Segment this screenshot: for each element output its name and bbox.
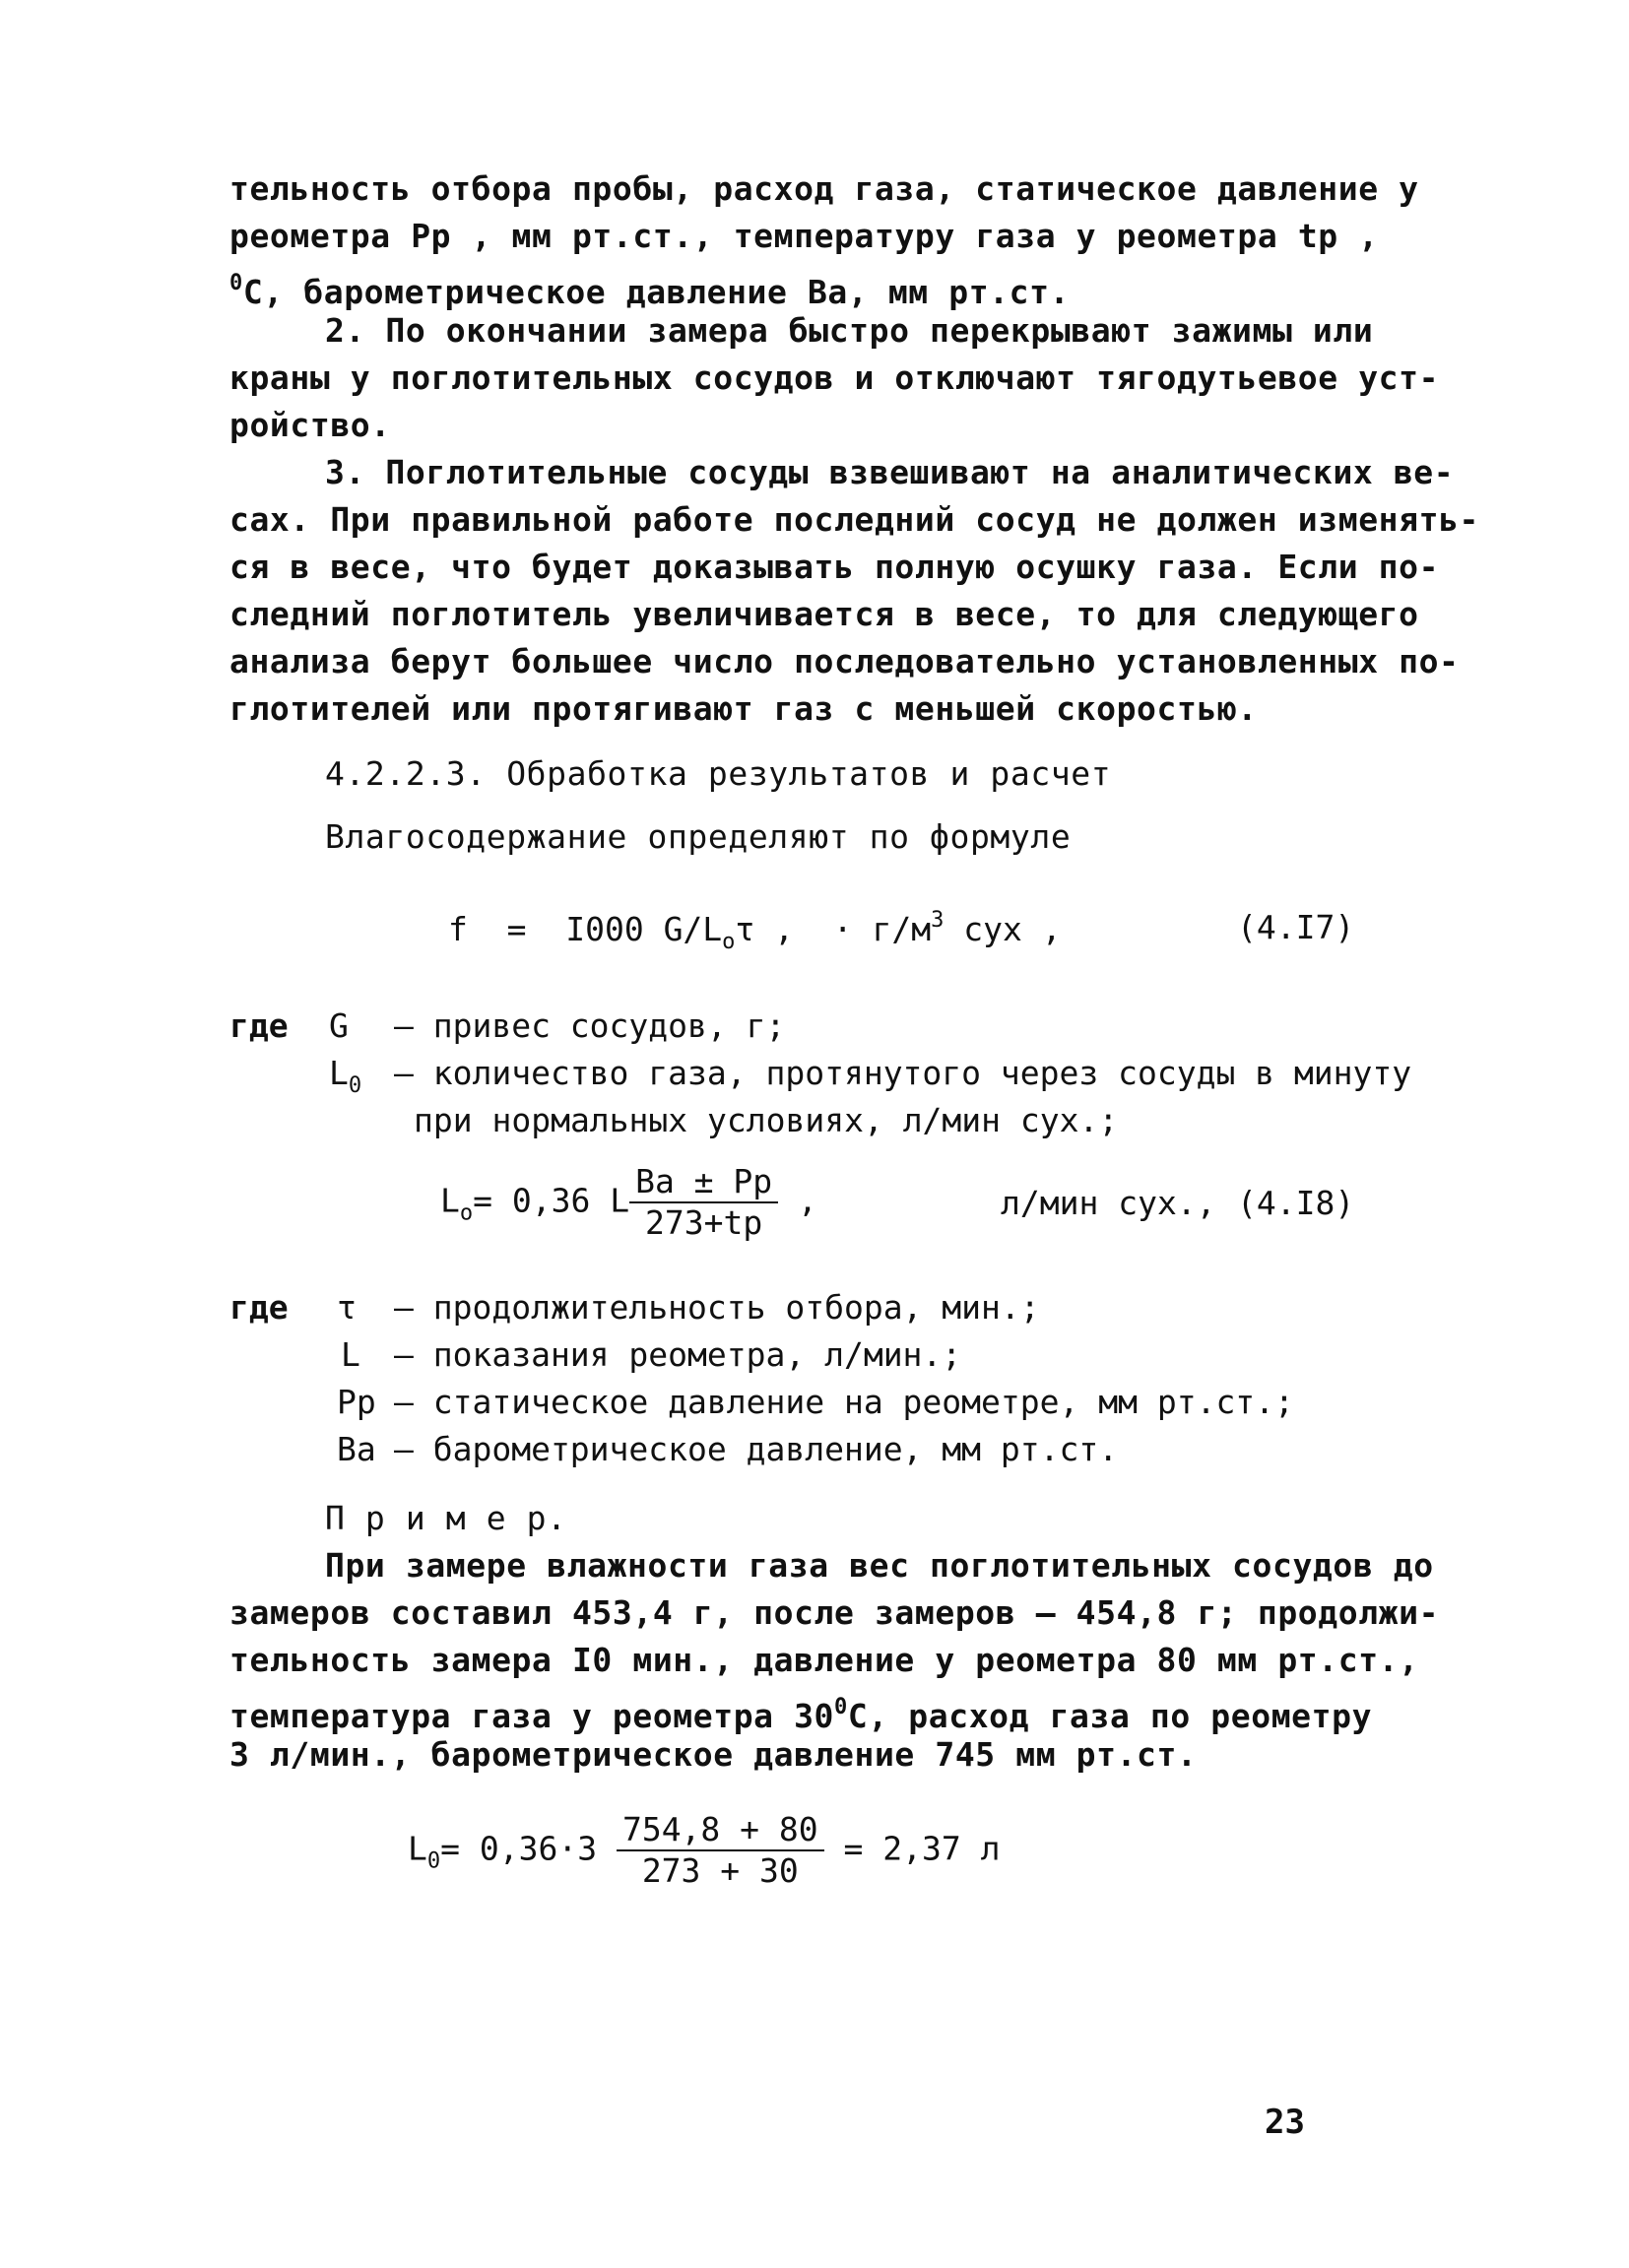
symbol-l0-main: L (329, 1054, 349, 1092)
definition-text: – количество газа, протянутого через сосуды в минуту (394, 1054, 1412, 1092)
text-fragment: , мм рт.ст., температуру газа у реометра (451, 217, 1298, 255)
where-label: где (229, 1288, 289, 1327)
formula-result: = 2,37 л (843, 1829, 1001, 1868)
text-fragment: температура газа у реометра 30 (229, 1697, 835, 1735)
symbol-tau: τ (337, 1288, 357, 1327)
formula-units: л/мин сух., (1001, 1184, 1216, 1222)
symbol-tp: tp (1297, 217, 1338, 255)
formula-units-tail: сух , (944, 910, 1062, 948)
symbol-pp: Pp (337, 1383, 376, 1421)
text-line: анализа берут большее число последовательно установленных по- (229, 642, 1460, 680)
formula-fraction (617, 1810, 824, 1891)
definition-text: при нормальных условиях, л/мин сух.; (414, 1101, 1119, 1139)
text-line: Влагосодержание определяют по формуле (325, 817, 1072, 856)
fraction-denominator: 273+tp (645, 1203, 763, 1242)
formula-units: г/м (872, 910, 932, 948)
text-line: ся в весе, что будет доказывать полную осушку газа. Если по- (229, 548, 1440, 586)
formula-lhs: L (440, 1181, 460, 1220)
formula-sub: o (722, 930, 736, 954)
text-line: 3. Поглотительные сосуды взвешивают на аналитических ве- (325, 453, 1455, 491)
text-line: При замере влажности газа вес поглотительных сосудов до (325, 1546, 1434, 1585)
formula-lhs-sub: o (459, 1200, 474, 1226)
text-line: тельность замера I0 мин., давление у реометра 80 мм рт.ст., (229, 1641, 1419, 1679)
degree-sup: 0 (229, 271, 243, 295)
page-number: 23 (1265, 2103, 1305, 2142)
definition-text: – показания реометра, л/мин.; (394, 1335, 962, 1374)
formula-l0 (440, 1162, 817, 1243)
formula-comma: , (798, 1181, 817, 1220)
formula-rhs: = I000 G/L (506, 910, 723, 948)
formula-lhs-sub: 0 (426, 1848, 441, 1874)
text-line: следний поглотитель увеличивается в весе, то для следующего (229, 595, 1419, 633)
equation-number: (4.I7) (1237, 908, 1355, 946)
symbol-pp: Pp (411, 217, 452, 255)
text-line (229, 213, 1379, 260)
formula-moisture: f = I000 $G/L_o\tau$ , · $г/м^3$ сух , (448, 908, 1062, 954)
definition-text: – продолжительность отбора, мин.; (394, 1288, 1040, 1327)
symbol-g: G (329, 1006, 349, 1045)
fraction-numerator: Ba ± Pp (629, 1162, 778, 1203)
fraction-denominator: 273 + 30 (641, 1851, 799, 1890)
text-fragment: реометра (229, 217, 412, 255)
text-line: 2. По окончании замера быстро перекрывают зажимы или (325, 311, 1374, 350)
formula-fraction (629, 1162, 778, 1243)
text-line: глотителей или протягивают газ с меньшей скоростью. (229, 689, 1258, 728)
fraction-numerator: 754,8 + 80 (617, 1810, 824, 1851)
text-line: ройство. (229, 406, 391, 444)
symbol-ba: Ba (337, 1430, 376, 1468)
text-fragment: С, барометрическое давление Ва, мм рт.ст. (242, 273, 1071, 311)
formula-lhs: f (448, 910, 468, 948)
formula-tau: τ , (735, 910, 795, 948)
formula-lhs: L (408, 1829, 427, 1868)
text-fragment: , (1337, 217, 1379, 255)
formula-eq: = 0,36·3 (440, 1829, 598, 1868)
definition-text: – статическое давление на реометре, мм рт.ст.; (394, 1383, 1294, 1421)
text-line: сах. При правильной работе последний сосуд не должен изменять- (229, 500, 1479, 539)
symbol-l0 (329, 1054, 361, 1098)
where-label: где (229, 1006, 289, 1045)
formula-units-sup: 3 (931, 908, 945, 933)
text-fragment: С, расход газа по реометру (847, 1697, 1373, 1735)
text-line: замеров составил 453,4 г, после замеров – 454,8 г; продолжи- (229, 1593, 1440, 1632)
formula-eq: = 0,36 L (473, 1181, 630, 1220)
text-line: 3 л/мин., барометрическое давление 745 мм рт.ст. (229, 1735, 1198, 1774)
equation-number: (4.I8) (1237, 1184, 1355, 1222)
symbol-l0-sub: 0 (348, 1073, 362, 1098)
example-title: П р и м е р. (325, 1499, 567, 1537)
definition-text: – привес сосудов, г; (394, 1006, 786, 1045)
definition-text: – барометрическое давление, мм рт.ст. (394, 1430, 1119, 1468)
text-line: краны у поглотительных сосудов и отключают тягодутьевое уст- (229, 358, 1440, 397)
text-line: тельность отбора пробы, расход газа, статическое давление у (229, 169, 1419, 208)
section-heading: 4.2.2.3. Обработка результатов и расчет (325, 754, 1112, 793)
degree-sup: 0 (834, 1695, 848, 1719)
symbol-l: L (341, 1335, 360, 1374)
formula-example (408, 1810, 1000, 1891)
